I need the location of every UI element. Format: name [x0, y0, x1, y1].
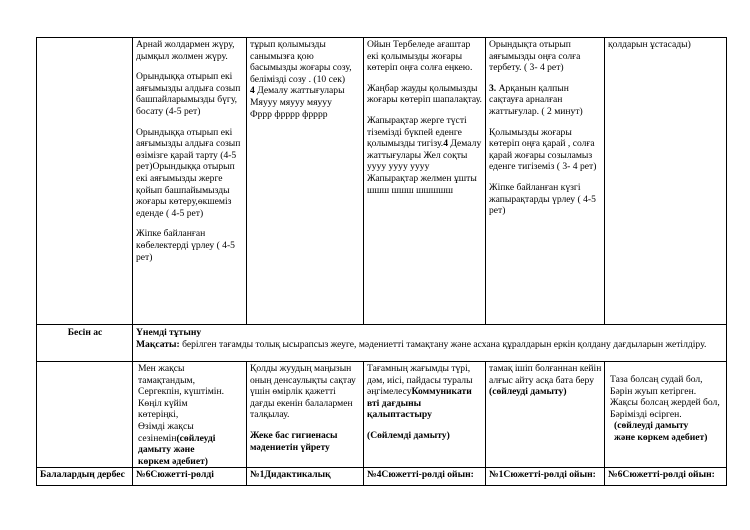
game-title: №1Сюжетті-рөлді ойын:	[489, 469, 596, 481]
game-title: №4Сюжетті-рөлді ойын:	[367, 469, 474, 481]
poem-line	[138, 433, 244, 445]
besin-detail-label-cell	[37, 362, 133, 468]
schedule-table	[36, 37, 727, 486]
subject-tag: Коммуникати	[411, 386, 472, 398]
exercise-text-part: Арқанын қалпын сақтауға арналған жаттығулар. ( 2 минут)	[489, 82, 583, 117]
exercise-cell-2	[247, 38, 364, 325]
goal-text: берілген тағамды толық ысырапсыз жеуге, мәдениетті тамақтану және асхана құралдарын еркін қолдану дағдыларын жетілдіру.	[179, 338, 707, 350]
subject-tag: және көркем әдебиет)	[614, 431, 708, 443]
exercise-text: Жапырақтар желмен ұшты шшш шшш шшшшш	[367, 172, 477, 196]
activity-text: тамақ ішіп болғаннан кейін алғыс айту асқа бата беру	[489, 363, 602, 386]
subject-tag: (сөйлеуді дамыту)	[489, 386, 567, 398]
exercise-row	[37, 38, 727, 325]
exercise-text	[489, 83, 602, 118]
poem-line: Бәрімізді өсірген.	[610, 408, 682, 420]
besin-cell-4	[486, 362, 605, 468]
games-label: Балалардың дербес	[40, 469, 125, 481]
besin-goal	[136, 339, 724, 351]
exercise-text: Орындыққа отырып екі аяғымызды алдыға созып башпайларымызды бүгу, босату (4-5 рет)	[136, 71, 241, 117]
poem-line: Көңіл күйім	[138, 397, 188, 409]
poem-text: сезінемін	[138, 432, 177, 444]
exercise-row-label-cell	[37, 38, 133, 325]
activity-text-part: Тағамның жағымды түрі, дәм, иісі, пайдасы туралы әңгімелесу	[367, 363, 473, 398]
sound-line: Мяууу мяууу мяууу	[250, 96, 332, 108]
game-cell-3	[364, 468, 486, 486]
exercise-text: Жіпке байланған көбелектерді үрлеу ( 4-5 рет)	[136, 228, 235, 263]
relax-title: Демалу жаттығулары	[254, 85, 345, 97]
games-row	[37, 468, 727, 486]
subject-tag: дамыту және	[138, 444, 195, 456]
poem-line: Өзімді жақсы	[138, 420, 194, 432]
relax-heading	[250, 85, 361, 97]
poem-line: Бәрін жуып кетірген.	[610, 385, 697, 397]
exercise-cell-1	[133, 38, 247, 325]
poem-line: Жақсы болсаң жердей бол,	[610, 397, 720, 409]
exercise-text-part: Жапырақтар жерге түсті тіземізді бүкпей еденге қолымызды тигізу.	[367, 114, 467, 150]
besin-row	[37, 325, 727, 362]
game-cell-2	[247, 468, 364, 486]
section-number: 4	[443, 138, 448, 150]
activity-text: Қолды жуудың маңызын оның денсаулықты сақтау үшін өмірлік қажетті дағды екенін балалармен талқылау.	[250, 363, 356, 421]
subject-tag: (Сөйлемді дамыту)	[367, 429, 450, 441]
game-cell-5	[605, 468, 727, 486]
poem-line: Мен жақсы	[138, 363, 185, 374]
subject-tag: (сөйлеуді	[176, 432, 216, 444]
subject-tag: (сөйлеуді дамыту	[614, 420, 689, 432]
exercise-cell-3	[364, 38, 486, 325]
poem-line: көтеріңкі,	[138, 409, 179, 421]
exercise-text: Жаңбар жауды қолымызды жоғары көтеріп шапалақтау.	[367, 82, 482, 106]
exercise-text: Орындықта отырып аяғымызды оңға солға тербету. ( 3- 4 рет)	[489, 39, 581, 74]
sound-line: Фррр фрррр фрррр	[250, 108, 328, 120]
game-cell-4	[486, 468, 605, 486]
schedule-document	[36, 37, 726, 486]
exercise-text: тұрып қолымызды санымызға қою басымызды жоғары созу, белімізді созу . (10 сек)	[250, 39, 352, 85]
sound-line: Жел соқты уууу уууу уууу	[367, 149, 468, 173]
exercise-text: Орындыққа отырып екі аяғымызды алдыға созып өзімізге қарай тарту (4-5 рет)Орындыққа отырып екі аяғымызды жерге қойып башпайымызды жоғары көтеру,өкшеміз еденде ( 4-5 рет)	[136, 126, 241, 219]
section-number: 3.	[489, 82, 497, 94]
activity-text	[367, 363, 483, 398]
besin-label-cell	[37, 325, 133, 362]
subject-tag: Жеке бас гигиенасы мәдениетін үйрету	[250, 429, 338, 453]
exercise-cell-5	[605, 38, 727, 325]
besin-label: Бесін ас	[67, 327, 103, 338]
poem-line: тамақтандым,	[138, 374, 195, 386]
subject-tag: көркем әдебиет)	[138, 455, 208, 467]
poem-line: Сергекпін, күштімін.	[138, 386, 225, 398]
exercise-text: Жіпке байланған күзгі жапырақтарды үрлеу ( 4-5 рет)	[489, 181, 596, 217]
exercise-text: қолдарын ұстасады)	[608, 39, 691, 50]
relax-title: Демалу жаттығулары	[367, 138, 482, 161]
exercise-text: Ойын Тербеледе ағаштар екі қолымызды жоғары көтеріп оңға солға еңкею.	[367, 39, 473, 74]
game-cell-1	[133, 468, 247, 486]
section-number: 4	[250, 85, 255, 97]
besin-cell-2	[247, 362, 364, 468]
goal-label: Мақсаты:	[136, 338, 180, 350]
besin-detail-row	[37, 362, 727, 468]
subject-tag: вті дағдыны қалыптастыру	[367, 397, 432, 421]
besin-cell-3	[364, 362, 486, 468]
game-title: №6Сюжетті-рөлді	[136, 469, 214, 481]
besin-goal-cell	[133, 325, 727, 362]
poem-line: Таза болсаң судай бол,	[610, 374, 703, 385]
exercise-text: Арнай жолдармен жүру, дымқыл жолмен жүру.	[136, 39, 235, 62]
exercise-text	[367, 115, 483, 173]
besin-cell-5	[605, 362, 727, 468]
besin-cell-1	[133, 362, 247, 468]
games-label-cell	[37, 468, 133, 486]
game-title: №1Дидактикалық	[250, 469, 331, 481]
exercise-text: Қолымызды жоғары көтеріп оңға қарай , солға қарай жоғары созыламыз еденге тигіземіз ( 3- 4 рет)	[489, 126, 597, 173]
besin-title: Үнемді тұтыну	[136, 327, 202, 338]
exercise-cell-4	[486, 38, 605, 325]
game-title: №6Сюжетті-рөлді ойын:	[608, 469, 715, 481]
